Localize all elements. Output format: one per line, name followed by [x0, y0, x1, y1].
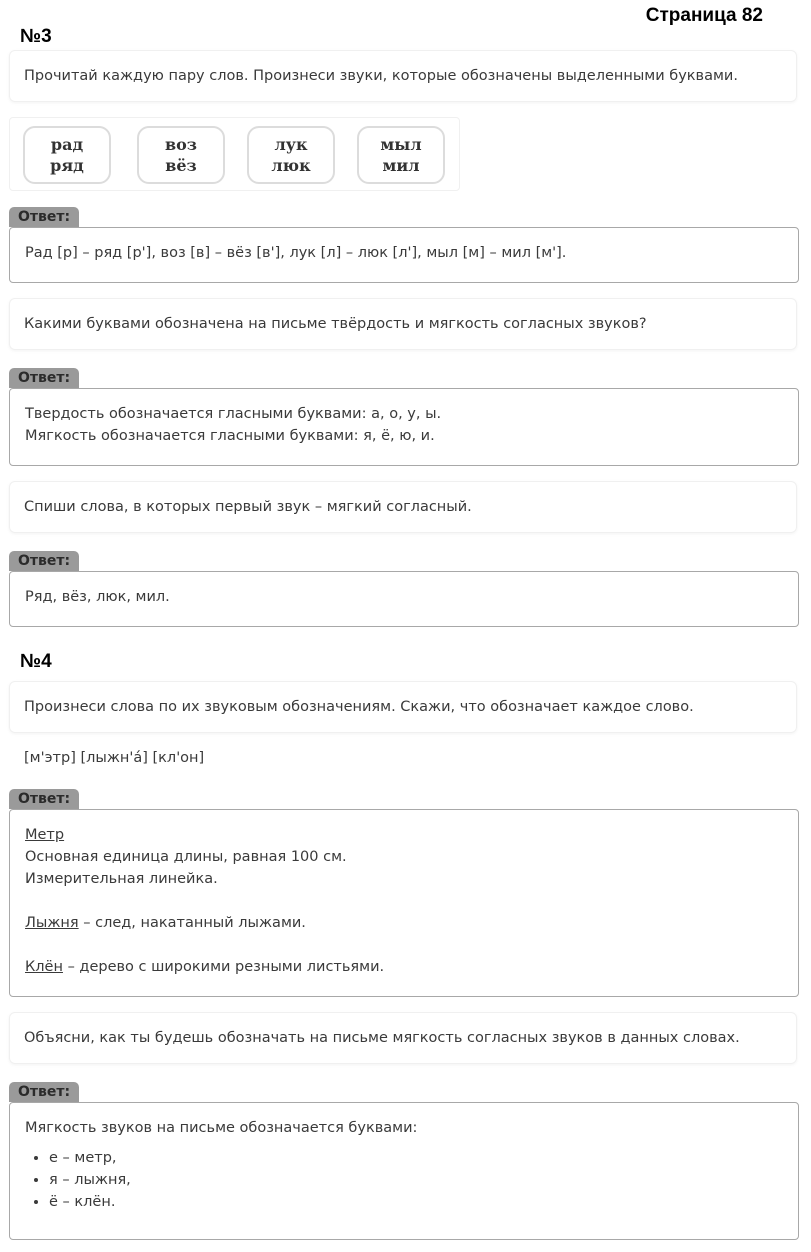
task4-instruction [9, 681, 797, 733]
question-text: Какими буквами обозначена на письме твёрдость и мягкость согласных звуков? [24, 316, 647, 332]
question-text: Спиши слова, в которых первый звук – мягкий согласный. [24, 499, 472, 515]
answer-box [9, 388, 799, 466]
word-pairs-panel [9, 117, 460, 191]
question-text: Объясни, как ты будешь обозначать на письме мягкость согласных звуков в данных словах. [24, 1030, 740, 1046]
task3-instruction [9, 50, 797, 102]
word-bottom: люк [271, 156, 311, 175]
answer-definition: – след, накатанный лыжами. [78, 915, 306, 931]
task3-question3 [9, 481, 797, 533]
answer-text: Ряд, вёз, люк, мил. [25, 589, 170, 605]
answer-label: Ответ: [9, 207, 79, 227]
word-pair-card [23, 126, 111, 184]
answer-line: Мягкость обозначается гласными буквами: я, ё, ю, и. [25, 428, 435, 444]
word-bottom: ряд [50, 156, 84, 175]
word-bottom: мил [382, 156, 420, 175]
answer-word-metr: Метр [25, 827, 65, 843]
word-top: рад [50, 135, 84, 154]
list-item: • ё – клён. [49, 1191, 783, 1213]
list-item: • е – метр, [49, 1147, 783, 1169]
answer-line: Основная единица длины, равная 100 см. [25, 849, 347, 865]
answer-box [9, 809, 799, 997]
answer-label: Ответ: [9, 789, 79, 809]
word-pair-card [357, 126, 445, 184]
word-pair-card [137, 126, 225, 184]
answer-label: Ответ: [9, 368, 79, 388]
page-number: Страница 82 [645, 5, 763, 26]
word-bottom: вёз [165, 156, 197, 175]
answer-label: Ответ: [9, 1082, 79, 1102]
answer-box [9, 571, 799, 627]
task4-instruction-text: Произнеси слова по их звуковым обозначениям. Скажи, что обозначает каждое слово. [24, 699, 694, 715]
answer-line [25, 956, 783, 978]
task-number-3: №3 [20, 26, 52, 47]
answer-list [25, 1147, 783, 1213]
answer-box [9, 1102, 799, 1240]
answer-intro: Мягкость звуков на письме обозначается буквами: [25, 1120, 418, 1136]
answer-word-klyon: Клён [25, 959, 63, 975]
answer-text: Рад [р] – ряд [р'], воз [в] – вёз [в'], лук [л] – люк [л'], мыл [м] – мил [м']. [25, 245, 567, 261]
task-number-4: №4 [20, 651, 52, 672]
answer-line [25, 912, 783, 934]
answer-box [9, 227, 799, 283]
task4-question2 [9, 1012, 797, 1064]
answer-label: Ответ: [9, 551, 79, 571]
transcriptions: [м'этр] [лыжн'а́] [кл'он] [24, 750, 205, 766]
task3-question2 [9, 298, 797, 350]
answer-definition: – дерево с широкими резными листьями. [62, 959, 385, 975]
answer-word-lyzhnya: Лыжня [25, 915, 79, 931]
answer-line: Твердость обозначается гласными буквами: а, о, у, ы. [25, 406, 442, 422]
word-top: воз [165, 135, 197, 154]
answer-line: Измерительная линейка. [25, 871, 218, 887]
task3-instruction-text: Прочитай каждую пару слов. Произнеси звуки, которые обозначены выделенными буквами. [24, 68, 738, 84]
word-pair-card [247, 126, 335, 184]
word-top: лук [274, 135, 308, 154]
list-item: • я – лыжня, [49, 1169, 783, 1191]
word-top: мыл [380, 135, 422, 154]
